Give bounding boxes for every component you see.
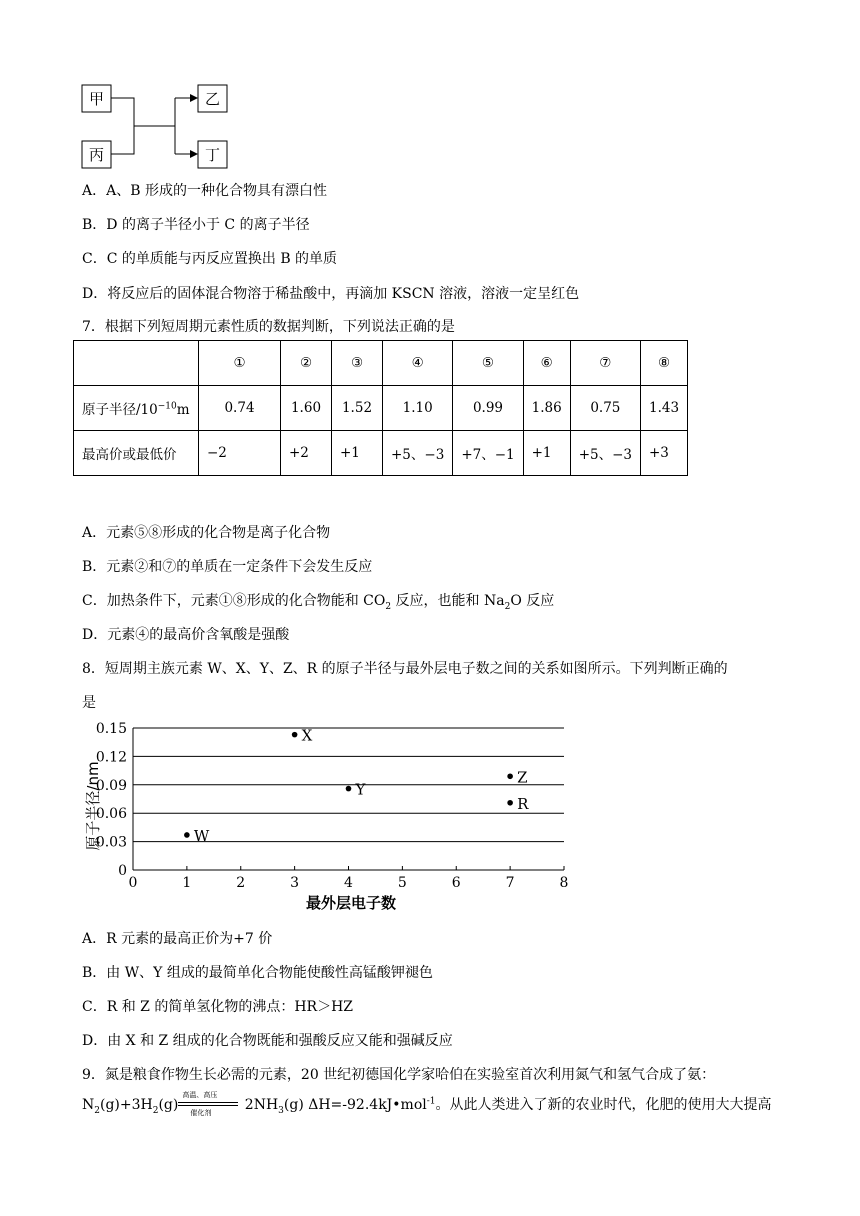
table-header-cell: ① <box>199 341 281 386</box>
point-label-y: Y <box>355 780 366 799</box>
x-tick-label: 2 <box>236 875 246 891</box>
x-tick-label: 8 <box>559 875 569 891</box>
q7-stem: 7．根据下列短周期元素性质的数据判断，下列说法正确的是 <box>82 319 455 335</box>
q7-option-d: D．元素④的最高价含氧酸是强酸 <box>82 627 290 643</box>
x-tick-label: 7 <box>505 875 515 891</box>
box-yi: 乙 <box>205 90 221 108</box>
y-tick-label: 0 <box>118 863 127 879</box>
q9-line1: 9．氮是粮食作物生长必需的元素，20 世纪初德国化学家哈伯在实验室首次利用氮气和氢气合成了氨： <box>82 1067 716 1083</box>
q7-option-b: B．元素②和⑦的单质在一定条件下会发生反应 <box>82 559 373 575</box>
table-cell: 1.10 <box>383 386 453 431</box>
table-header-cell: ② <box>281 341 332 386</box>
box-bing: 丙 <box>89 146 105 164</box>
table-header-row <box>74 341 688 386</box>
reversible-arrow: 高温、高压 催化剂 <box>178 1098 240 1112</box>
table-cell: 0.74 <box>199 386 281 431</box>
q7-option-a: A．元素⑤⑧形成的化合物是离子化合物 <box>82 525 331 541</box>
table-cell: 1.86 <box>523 386 570 431</box>
x-tick-label: 3 <box>290 875 300 891</box>
q8-option-b: B．由 W、Y 组成的最简单化合物能使酸性高锰酸钾褪色 <box>82 965 433 981</box>
table-header-cell: ⑦ <box>570 341 640 386</box>
q7-option-c: C．加热条件下，元素①⑧形成的化合物能和 $CO_2$ 反应，也能和 $Na_2O$ 反应 <box>82 593 555 612</box>
table-cell: −2 <box>199 431 281 476</box>
y-tick-label: 0.15 <box>95 721 127 737</box>
point-y <box>346 786 352 792</box>
element-table <box>73 340 688 476</box>
point-label-w: W <box>193 826 210 845</box>
table-cell: +1 <box>332 431 383 476</box>
q6-option-b: B．D 的离子半径小于 C 的离子半径 <box>82 217 310 233</box>
q9-equation: $N_2(g)+3H_2(g)$ 高温、高压 催化剂 $2NH_3(g)$ ΔH=-92.4kJ•mol$^{-1}$。从此人类进入了新的农业时代，化肥的使用大大提高 <box>82 1091 772 1117</box>
table-cell: +5、−3 <box>570 431 640 476</box>
q8-stem-line1: 8．短周期主族元素 W、X、Y、Z、R 的原子半径与最外层电子数之间的关系如图所示。下列判断正确的 <box>82 661 728 677</box>
y-tick-label: 0.06 <box>95 806 127 823</box>
table-header-cell: ⑧ <box>641 341 688 386</box>
table-cell: 0.99 <box>453 386 523 431</box>
q6-option-a: A．A、B 形成的一种化合物具有漂白性 <box>82 183 327 199</box>
y-tick-label: 0.09 <box>95 777 127 794</box>
table-cell: 0.75 <box>570 386 640 431</box>
table-cell: 1.52 <box>332 386 383 431</box>
point-x <box>292 732 298 738</box>
point-label-r: R <box>517 794 529 813</box>
x-tick-label: 1 <box>182 875 192 891</box>
table-cell: +1 <box>523 431 570 476</box>
q8-option-c: C．R 和 Z 的简单氢化物的沸点：HR＞HZ <box>82 999 354 1015</box>
table-header-cell: ④ <box>383 341 453 386</box>
table-row-radius <box>74 386 688 431</box>
q8-option-a: A．R 元素的最高正价为+7 价 <box>82 931 273 947</box>
x-tick-label: 0 <box>128 875 138 891</box>
table-cell: +2 <box>281 431 332 476</box>
point-z <box>507 773 513 779</box>
point-w <box>184 832 190 838</box>
table-header-cell: ③ <box>332 341 383 386</box>
row-label-radius: 原子半径$/10^{-10}m$ <box>74 386 199 431</box>
table-cell: +7、−1 <box>453 431 523 476</box>
y-tick-label: 0.12 <box>95 749 127 766</box>
table-cell: 1.43 <box>641 386 688 431</box>
x-tick-label: 5 <box>397 875 407 891</box>
table-header-cell <box>74 341 199 386</box>
table-cell: +3 <box>641 431 688 476</box>
table-cell: +5、−3 <box>383 431 453 476</box>
point-r <box>507 800 513 806</box>
box-ding: 丁 <box>205 146 221 164</box>
y-axis-label: 原子半径/nm <box>84 761 102 851</box>
table-header-cell: ⑥ <box>523 341 570 386</box>
radius-scatter-chart <box>80 716 600 916</box>
point-label-z: Z <box>517 768 528 787</box>
q8-stem-line2: 是 <box>82 695 96 711</box>
point-label-x: X <box>301 726 313 745</box>
box-jia: 甲 <box>89 90 105 108</box>
table-row-valence <box>74 431 688 476</box>
y-tick-label: 0.03 <box>95 834 127 851</box>
row-label-valence: 最高价或最低价 <box>74 431 199 476</box>
table-cell: 1.60 <box>281 386 332 431</box>
x-axis-label: 最外层电子数 <box>305 894 397 912</box>
x-tick-label: 6 <box>451 875 461 891</box>
table-header-cell: ⑤ <box>453 341 523 386</box>
q6-option-c: C．C 的单质能与丙反应置换出 B 的单质 <box>82 251 338 267</box>
q8-option-d: D．由 X 和 Z 组成的化合物既能和强酸反应又能和强碱反应 <box>82 1033 453 1049</box>
x-tick-label: 4 <box>344 875 353 891</box>
q6-option-d: D．将反应后的固体混合物溶于稀盐酸中，再滴加 KSCN 溶液，溶液一定呈红色 <box>82 286 580 302</box>
